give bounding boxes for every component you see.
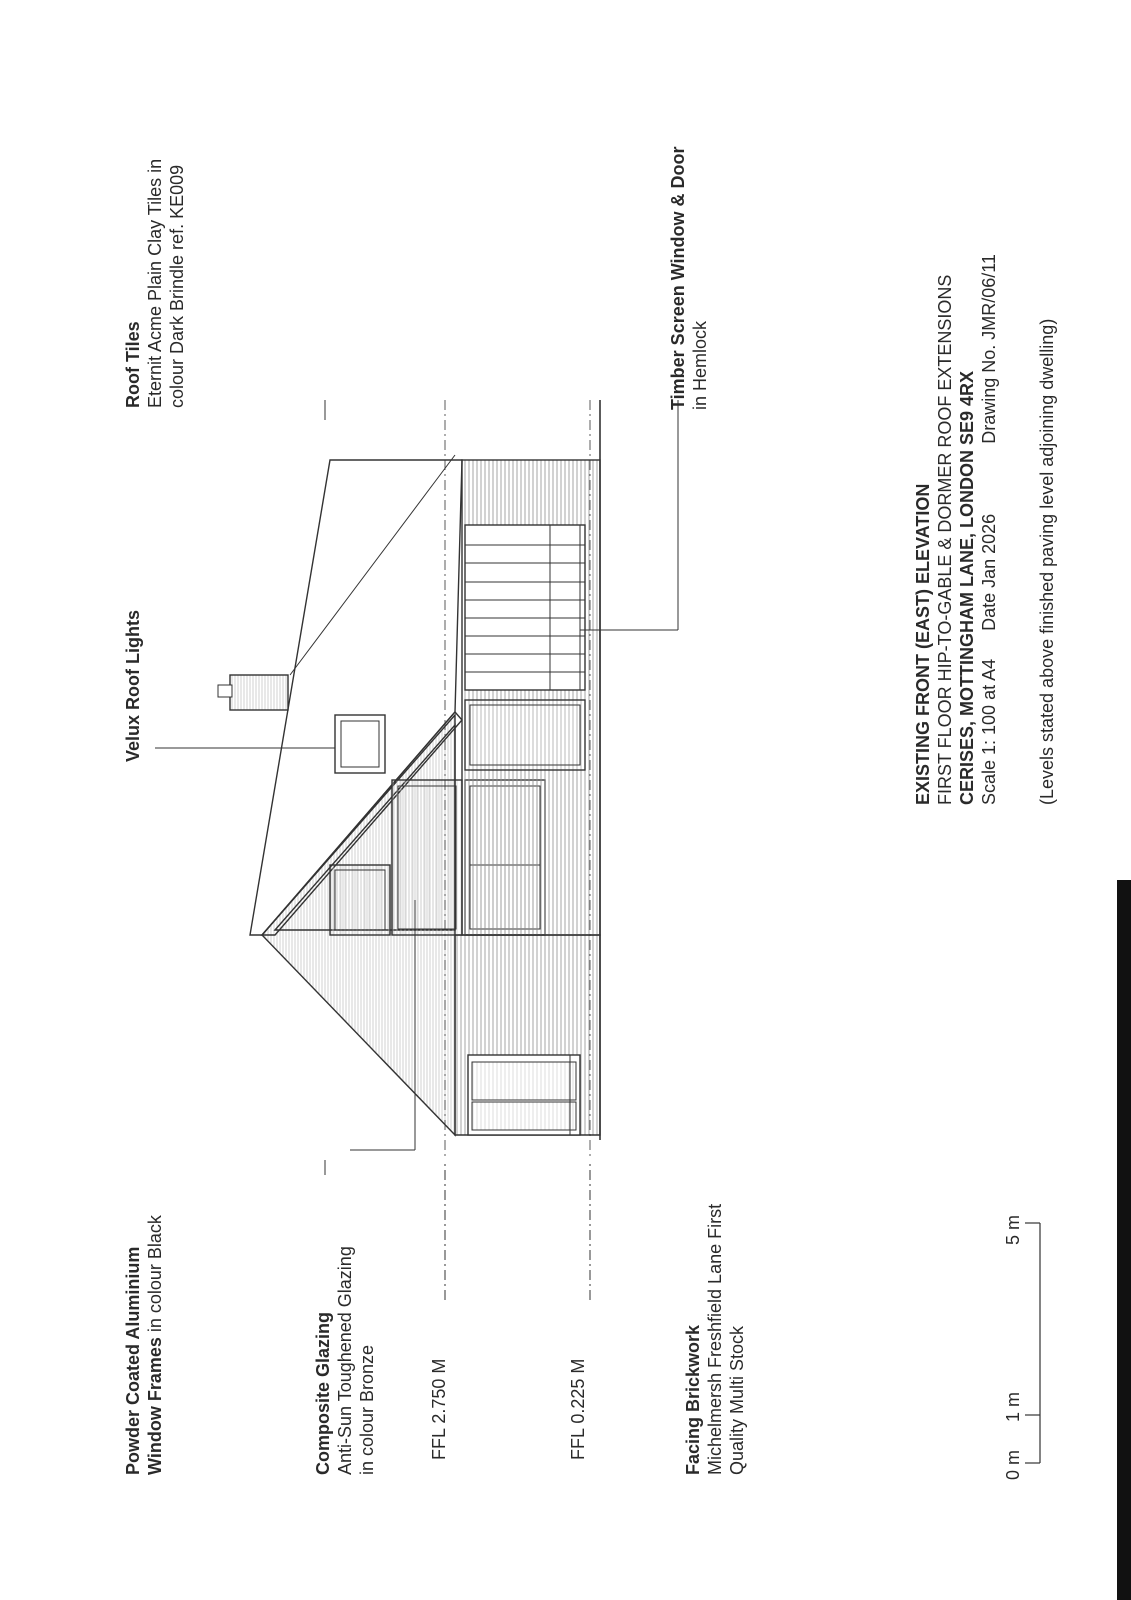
tiles-line3: colour Dark Brindle ref. KE009 [167,164,187,408]
frames-note [122,1215,166,1475]
velux-label: Velux Roof Lights [123,609,143,762]
scale-label-1: 1 m [1003,1391,1023,1422]
glazing-line2: Anti-Sun Toughened Glazing [335,1246,355,1475]
timber-note [667,146,711,410]
sheet-edge [1117,880,1131,1600]
scale-label-5: 5 m [1003,1214,1023,1245]
drawing-no: Drawing No. JMR/06/11 [979,254,999,444]
glazing-title: Composite Glazing [313,1311,333,1475]
address-bold: CERISES, MOTTINGHAM LANE [957,537,977,805]
scale-bar [1025,1223,1040,1463]
tiles-title: Roof Tiles [123,321,143,408]
brick-line3: Quality Multi Stock [727,1325,747,1475]
levels-note [1036,319,1058,805]
glazing-note [312,1246,378,1475]
velux-roof-light [335,715,385,773]
timber-line2: in Hemlock [690,320,710,410]
frames-bold: Window Frames [145,1337,165,1475]
levels-note-text: (Levels stated above finished paving level adjoining dwelling) [1037,318,1057,805]
chimney [230,675,288,710]
glazing-line3: in colour Bronze [357,1344,377,1475]
scale-text: Scale 1: 100 at A4 [979,658,999,805]
brick-note [682,1204,748,1475]
scale-label-0: 0 m [1003,1449,1023,1480]
date-text: Date Jan 2026 [979,513,999,631]
timber-screen [465,525,585,690]
drawing-title: EXISTING FRONT (EAST) ELEVATION [913,483,933,805]
address-rest: , LONDON SE9 4RX [957,370,977,538]
tiles-note [122,159,188,408]
brick-title: Facing Brickwork [683,1324,703,1475]
frames-title: Powder Coated Aluminium [123,1246,143,1475]
drawing-subtitle: FIRST FLOOR HIP-TO-GABLE & DORMER ROOF EXTENSIONS [935,274,955,805]
ffl-lower-label: FFL 0.225 M [568,1358,588,1460]
frames-rest: in colour Black [145,1215,165,1338]
title-block [912,254,1000,805]
brick-line2: Michelmersh Freshfield Lane First [705,1203,725,1475]
velux-note [122,610,144,762]
ffl-lower [567,1359,589,1460]
ffl-upper [428,1359,450,1460]
timber-door [465,700,585,770]
tiles-line2: Eternit Acme Plain Clay Tiles in [145,158,165,408]
ffl-upper-label: FFL 2.750 M [429,1358,449,1460]
timber-title: Timber Screen Window & Door [668,146,688,410]
